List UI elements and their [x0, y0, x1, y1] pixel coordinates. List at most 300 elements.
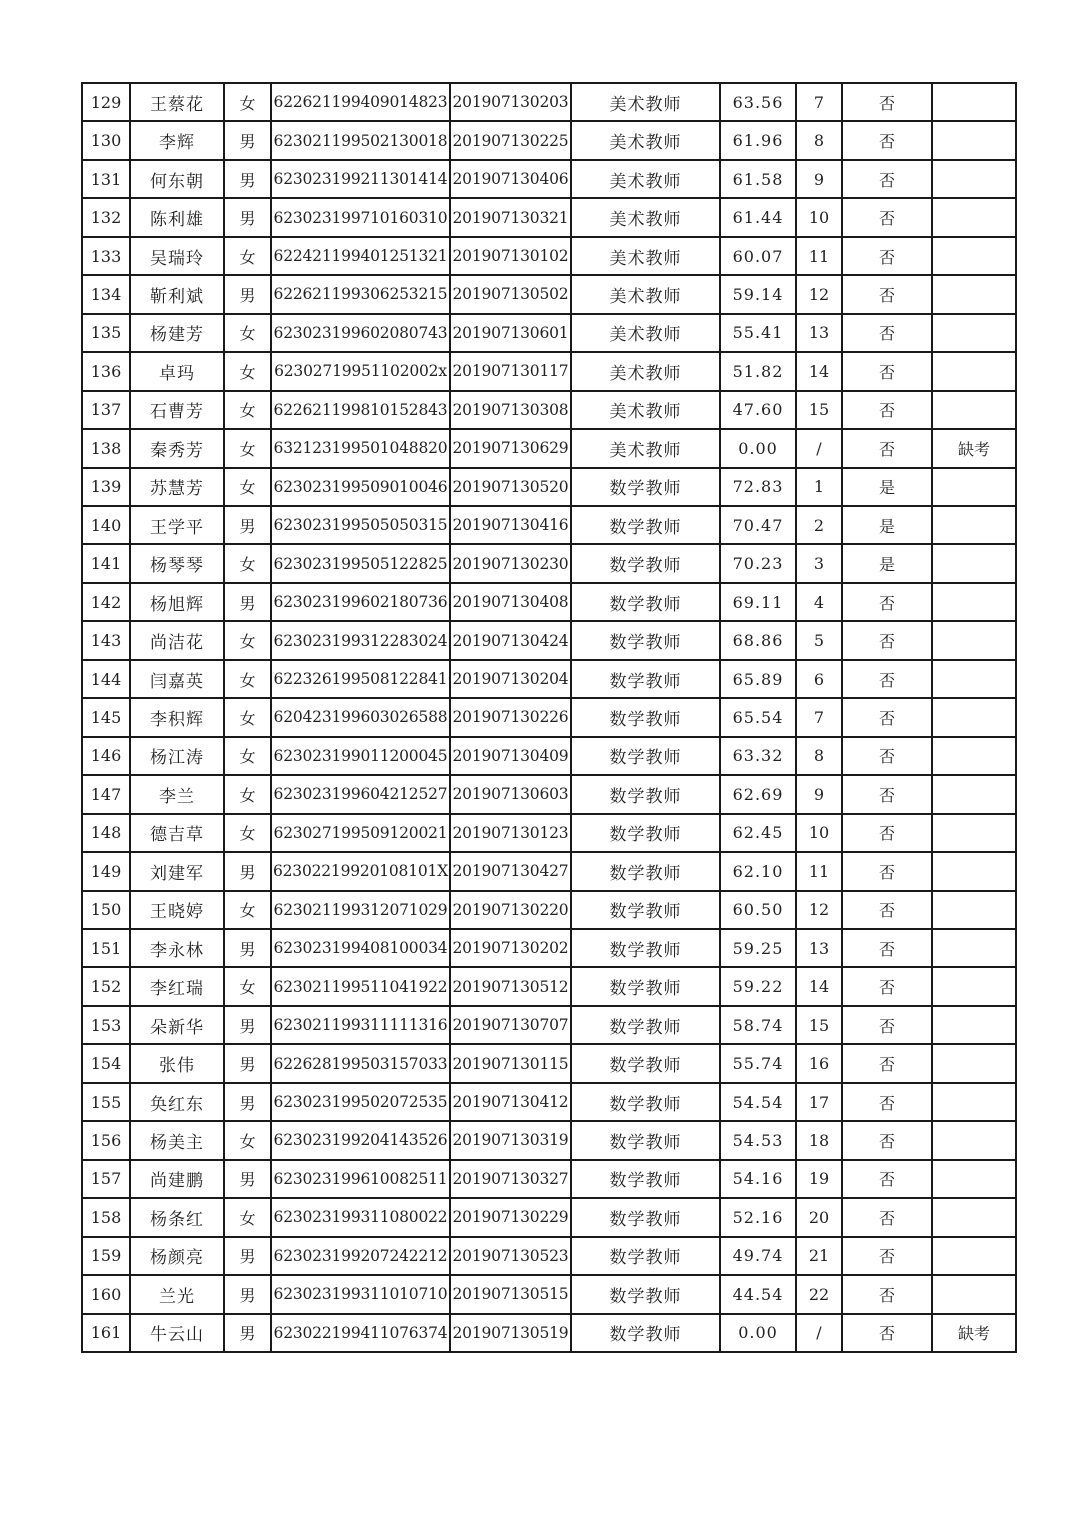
id-number-cell: 623023199502072535: [271, 1083, 450, 1121]
applied-position-cell: 数学教师: [571, 814, 720, 852]
table-row: [82, 1237, 1016, 1275]
candidate-name-cell: 李红瑞: [130, 967, 224, 1005]
candidate-gender-cell: 女: [224, 237, 271, 275]
applied-position-cell: 数学教师: [571, 468, 720, 506]
exam-score-cell: 52.16: [720, 1198, 796, 1236]
table-row: [82, 1083, 1016, 1121]
exam-ticket-number-cell: 201907130520: [450, 468, 571, 506]
id-number-cell: 622621199306253215: [271, 275, 450, 313]
exam-score-cell: 59.22: [720, 967, 796, 1005]
exam-ticket-number-cell: 201907130321: [450, 198, 571, 236]
exam-ticket-number-cell: 201907130519: [450, 1314, 571, 1352]
remark-cell: [932, 621, 1016, 659]
exam-ticket-number-cell: 201907130220: [450, 891, 571, 929]
exam-score-cell: 70.23: [720, 544, 796, 582]
candidate-gender-cell: 女: [224, 352, 271, 390]
rank-cell: 18: [796, 1121, 842, 1159]
interview-qualified-cell: 否: [842, 1314, 932, 1352]
id-number-cell: 623023199505122825: [271, 544, 450, 582]
remark-cell: [932, 468, 1016, 506]
exam-score-cell: 62.45: [720, 814, 796, 852]
candidate-name-cell: 杨旭辉: [130, 583, 224, 621]
table-row: [82, 1121, 1016, 1159]
applied-position-cell: 美术教师: [571, 391, 720, 429]
exam-ticket-number-cell: 201907130117: [450, 352, 571, 390]
candidate-name-cell: 德吉草: [130, 814, 224, 852]
interview-qualified-cell: 否: [842, 621, 932, 659]
id-number-cell: 623027199509120021: [271, 814, 450, 852]
exam-score-cell: 72.83: [720, 468, 796, 506]
row-number-cell: 149: [82, 852, 130, 890]
interview-qualified-cell: 否: [842, 1006, 932, 1044]
remark-cell: [932, 1044, 1016, 1082]
row-number-cell: 160: [82, 1275, 130, 1313]
exam-score-cell: 62.69: [720, 775, 796, 813]
applied-position-cell: 数学教师: [571, 1083, 720, 1121]
table-row: [82, 429, 1016, 467]
interview-qualified-cell: 否: [842, 814, 932, 852]
id-number-cell: 623023199311010710: [271, 1275, 450, 1313]
id-number-cell: 623021199312071029: [271, 891, 450, 929]
rank-cell: 5: [796, 621, 842, 659]
candidate-name-cell: 石曹芳: [130, 391, 224, 429]
interview-qualified-cell: 是: [842, 468, 932, 506]
row-number-cell: 152: [82, 967, 130, 1005]
id-number-cell: 623022199411076374: [271, 1314, 450, 1352]
applied-position-cell: 美术教师: [571, 121, 720, 159]
row-number-cell: 133: [82, 237, 130, 275]
candidate-name-cell: 王学平: [130, 506, 224, 544]
row-number-cell: 130: [82, 121, 130, 159]
id-number-cell: 623023199207242212: [271, 1237, 450, 1275]
table-body: [82, 83, 1016, 1352]
exam-score-cell: 70.47: [720, 506, 796, 544]
interview-qualified-cell: 否: [842, 967, 932, 1005]
remark-cell: [932, 660, 1016, 698]
remark-cell: [932, 1006, 1016, 1044]
rank-cell: 9: [796, 775, 842, 813]
applied-position-cell: 数学教师: [571, 775, 720, 813]
row-number-cell: 151: [82, 929, 130, 967]
id-number-cell: 623023199408100034: [271, 929, 450, 967]
row-number-cell: 159: [82, 1237, 130, 1275]
remark-cell: [932, 1121, 1016, 1159]
rank-cell: 11: [796, 237, 842, 275]
exam-ticket-number-cell: 201907130327: [450, 1160, 571, 1198]
applied-position-cell: 美术教师: [571, 198, 720, 236]
id-number-cell: 623023199312283024: [271, 621, 450, 659]
remark-cell: [932, 1275, 1016, 1313]
applied-position-cell: 数学教师: [571, 544, 720, 582]
row-number-cell: 136: [82, 352, 130, 390]
exam-ticket-number-cell: 201907130230: [450, 544, 571, 582]
table-row: [82, 237, 1016, 275]
rank-cell: 15: [796, 1006, 842, 1044]
id-number-cell: 622621199810152843: [271, 391, 450, 429]
remark-cell: [932, 852, 1016, 890]
row-number-cell: 155: [82, 1083, 130, 1121]
rank-cell: 9: [796, 160, 842, 198]
rank-cell: 2: [796, 506, 842, 544]
exam-score-cell: 61.58: [720, 160, 796, 198]
applied-position-cell: 数学教师: [571, 1121, 720, 1159]
candidate-name-cell: 朵新华: [130, 1006, 224, 1044]
interview-qualified-cell: 是: [842, 544, 932, 582]
table-row: [82, 1314, 1016, 1352]
interview-qualified-cell: 否: [842, 160, 932, 198]
exam-ticket-number-cell: 201907130512: [450, 967, 571, 1005]
exam-ticket-number-cell: 201907130319: [450, 1121, 571, 1159]
applied-position-cell: 美术教师: [571, 314, 720, 352]
interview-qualified-cell: 否: [842, 698, 932, 736]
applied-position-cell: 数学教师: [571, 967, 720, 1005]
candidate-gender-cell: 男: [224, 1083, 271, 1121]
rank-cell: 17: [796, 1083, 842, 1121]
interview-qualified-cell: 是: [842, 506, 932, 544]
candidate-gender-cell: 女: [224, 621, 271, 659]
exam-score-cell: 59.25: [720, 929, 796, 967]
candidate-gender-cell: 男: [224, 198, 271, 236]
table-row: [82, 1044, 1016, 1082]
exam-score-cell: 44.54: [720, 1275, 796, 1313]
table-row: [82, 83, 1016, 121]
applied-position-cell: 数学教师: [571, 1006, 720, 1044]
table-row: [82, 891, 1016, 929]
interview-qualified-cell: 否: [842, 929, 932, 967]
exam-ticket-number-cell: 201907130115: [450, 1044, 571, 1082]
interview-qualified-cell: 否: [842, 660, 932, 698]
id-number-cell: 623021199311111316: [271, 1006, 450, 1044]
remark-cell: [932, 814, 1016, 852]
candidate-gender-cell: 女: [224, 83, 271, 121]
remark-cell: [932, 160, 1016, 198]
remark-cell: [932, 891, 1016, 929]
remark-cell: [932, 198, 1016, 236]
rank-cell: 10: [796, 198, 842, 236]
row-number-cell: 141: [82, 544, 130, 582]
table-row: [82, 391, 1016, 429]
id-number-cell: 623023199610082511: [271, 1160, 450, 1198]
candidate-name-cell: 卓玛: [130, 352, 224, 390]
candidate-gender-cell: 男: [224, 275, 271, 313]
candidate-name-cell: 闫嘉英: [130, 660, 224, 698]
table-row: [82, 929, 1016, 967]
rank-cell: 14: [796, 967, 842, 1005]
rank-cell: 6: [796, 660, 842, 698]
candidate-name-cell: 张伟: [130, 1044, 224, 1082]
id-number-cell: 623023199011200045: [271, 737, 450, 775]
applied-position-cell: 数学教师: [571, 929, 720, 967]
row-number-cell: 140: [82, 506, 130, 544]
table-row: [82, 1198, 1016, 1236]
candidate-gender-cell: 男: [224, 1044, 271, 1082]
table-row: [82, 698, 1016, 736]
exam-ticket-number-cell: 201907130412: [450, 1083, 571, 1121]
rank-cell: 12: [796, 891, 842, 929]
table-row: [82, 1160, 1016, 1198]
interview-qualified-cell: 否: [842, 1160, 932, 1198]
interview-qualified-cell: 否: [842, 737, 932, 775]
table-row: [82, 275, 1016, 313]
applied-position-cell: 数学教师: [571, 1198, 720, 1236]
rank-cell: 11: [796, 852, 842, 890]
candidate-name-cell: 李兰: [130, 775, 224, 813]
interview-qualified-cell: 否: [842, 1198, 932, 1236]
candidate-gender-cell: 女: [224, 1121, 271, 1159]
exam-ticket-number-cell: 201907130427: [450, 852, 571, 890]
candidate-name-cell: 李积辉: [130, 698, 224, 736]
interview-qualified-cell: 否: [842, 775, 932, 813]
id-number-cell: 622628199503157033: [271, 1044, 450, 1082]
applied-position-cell: 数学教师: [571, 1237, 720, 1275]
candidate-gender-cell: 女: [224, 698, 271, 736]
rank-cell: 15: [796, 391, 842, 429]
candidate-gender-cell: 男: [224, 506, 271, 544]
id-number-cell: 623023199604212527: [271, 775, 450, 813]
applied-position-cell: 数学教师: [571, 621, 720, 659]
remark-cell: [932, 275, 1016, 313]
exam-ticket-number-cell: 201907130601: [450, 314, 571, 352]
rank-cell: /: [796, 1314, 842, 1352]
exam-ticket-number-cell: 201907130523: [450, 1237, 571, 1275]
remark-cell: [932, 698, 1016, 736]
interview-qualified-cell: 否: [842, 1121, 932, 1159]
candidate-gender-cell: 女: [224, 967, 271, 1005]
exam-score-cell: 69.11: [720, 583, 796, 621]
rank-cell: 14: [796, 352, 842, 390]
interview-qualified-cell: 否: [842, 352, 932, 390]
remark-cell: 缺考: [932, 1314, 1016, 1352]
interview-qualified-cell: 否: [842, 198, 932, 236]
row-number-cell: 137: [82, 391, 130, 429]
candidate-gender-cell: 女: [224, 468, 271, 506]
applied-position-cell: 美术教师: [571, 429, 720, 467]
remark-cell: [932, 1083, 1016, 1121]
exam-score-cell: 55.41: [720, 314, 796, 352]
exam-score-cell: 61.96: [720, 121, 796, 159]
id-number-cell: 623023199710160310: [271, 198, 450, 236]
candidate-name-cell: 杨建芳: [130, 314, 224, 352]
table-row: [82, 468, 1016, 506]
candidate-gender-cell: 女: [224, 429, 271, 467]
row-number-cell: 154: [82, 1044, 130, 1082]
candidate-gender-cell: 男: [224, 160, 271, 198]
applied-position-cell: 数学教师: [571, 1314, 720, 1352]
remark-cell: [932, 583, 1016, 621]
table-row: [82, 660, 1016, 698]
interview-qualified-cell: 否: [842, 852, 932, 890]
applied-position-cell: 美术教师: [571, 275, 720, 313]
candidate-name-cell: 苏慧芳: [130, 468, 224, 506]
exam-ticket-number-cell: 201907130204: [450, 660, 571, 698]
id-number-cell: 622621199409014823: [271, 83, 450, 121]
applied-position-cell: 数学教师: [571, 698, 720, 736]
id-number-cell: 623021199502130018: [271, 121, 450, 159]
exam-ticket-number-cell: 201907130408: [450, 583, 571, 621]
id-number-cell: 623023199211301414: [271, 160, 450, 198]
candidate-name-cell: 陈利雄: [130, 198, 224, 236]
exam-ticket-number-cell: 201907130229: [450, 1198, 571, 1236]
row-number-cell: 142: [82, 583, 130, 621]
remark-cell: [932, 121, 1016, 159]
candidate-name-cell: 兰光: [130, 1275, 224, 1313]
exam-ticket-number-cell: 201907130603: [450, 775, 571, 813]
interview-qualified-cell: 否: [842, 1083, 932, 1121]
table-row: [82, 583, 1016, 621]
row-number-cell: 146: [82, 737, 130, 775]
table-row: [82, 1275, 1016, 1313]
candidate-name-cell: 杨条红: [130, 1198, 224, 1236]
candidate-gender-cell: 男: [224, 929, 271, 967]
remark-cell: [932, 544, 1016, 582]
interview-qualified-cell: 否: [842, 1275, 932, 1313]
applied-position-cell: 数学教师: [571, 660, 720, 698]
candidate-name-cell: 靳利斌: [130, 275, 224, 313]
applied-position-cell: 数学教师: [571, 1160, 720, 1198]
exam-ticket-number-cell: 201907130406: [450, 160, 571, 198]
row-number-cell: 144: [82, 660, 130, 698]
row-number-cell: 138: [82, 429, 130, 467]
row-number-cell: 135: [82, 314, 130, 352]
row-number-cell: 129: [82, 83, 130, 121]
exam-ticket-number-cell: 201907130629: [450, 429, 571, 467]
candidate-name-cell: 尚洁花: [130, 621, 224, 659]
exam-ticket-number-cell: 201907130707: [450, 1006, 571, 1044]
row-number-cell: 153: [82, 1006, 130, 1044]
rank-cell: 7: [796, 698, 842, 736]
exam-ticket-number-cell: 201907130102: [450, 237, 571, 275]
candidate-gender-cell: 男: [224, 583, 271, 621]
table-row: [82, 967, 1016, 1005]
remark-cell: [932, 237, 1016, 275]
candidate-name-cell: 何东朝: [130, 160, 224, 198]
candidate-name-cell: 王蔡花: [130, 83, 224, 121]
candidate-name-cell: 杨颜亮: [130, 1237, 224, 1275]
row-number-cell: 145: [82, 698, 130, 736]
exam-score-cell: 65.89: [720, 660, 796, 698]
remark-cell: [932, 929, 1016, 967]
remark-cell: [932, 506, 1016, 544]
exam-score-cell: 54.54: [720, 1083, 796, 1121]
exam-ticket-number-cell: 201907130515: [450, 1275, 571, 1313]
exam-score-cell: 54.16: [720, 1160, 796, 1198]
candidate-name-cell: 李辉: [130, 121, 224, 159]
exam-ticket-number-cell: 201907130202: [450, 929, 571, 967]
candidate-gender-cell: 女: [224, 314, 271, 352]
exam-ticket-number-cell: 201907130225: [450, 121, 571, 159]
applied-position-cell: 美术教师: [571, 352, 720, 390]
candidate-gender-cell: 女: [224, 737, 271, 775]
id-number-cell: 62302719951102002x: [271, 352, 450, 390]
applied-position-cell: 美术教师: [571, 160, 720, 198]
interview-qualified-cell: 否: [842, 583, 932, 621]
interview-qualified-cell: 否: [842, 391, 932, 429]
exam-score-cell: 60.07: [720, 237, 796, 275]
exam-score-cell: 60.50: [720, 891, 796, 929]
remark-cell: [932, 1237, 1016, 1275]
exam-score-cell: 65.54: [720, 698, 796, 736]
id-number-cell: 623023199509010046: [271, 468, 450, 506]
rank-cell: 12: [796, 275, 842, 313]
remark-cell: [932, 967, 1016, 1005]
exam-score-cell: 49.74: [720, 1237, 796, 1275]
applied-position-cell: 美术教师: [571, 83, 720, 121]
remark-cell: [932, 391, 1016, 429]
candidate-name-cell: 尚建鹏: [130, 1160, 224, 1198]
candidate-gender-cell: 女: [224, 544, 271, 582]
candidate-name-cell: 王晓婷: [130, 891, 224, 929]
id-number-cell: 620423199603026588: [271, 698, 450, 736]
applied-position-cell: 美术教师: [571, 237, 720, 275]
exam-score-cell: 55.74: [720, 1044, 796, 1082]
table-row: [82, 198, 1016, 236]
candidate-gender-cell: 女: [224, 814, 271, 852]
rank-cell: 21: [796, 1237, 842, 1275]
interview-qualified-cell: 否: [842, 121, 932, 159]
candidate-gender-cell: 女: [224, 391, 271, 429]
applied-position-cell: 数学教师: [571, 506, 720, 544]
remark-cell: [932, 1198, 1016, 1236]
candidate-gender-cell: 女: [224, 1198, 271, 1236]
remark-cell: 缺考: [932, 429, 1016, 467]
row-number-cell: 161: [82, 1314, 130, 1352]
table-row: [82, 621, 1016, 659]
rank-cell: 1: [796, 468, 842, 506]
candidate-gender-cell: 男: [224, 1237, 271, 1275]
candidate-gender-cell: 女: [224, 775, 271, 813]
row-number-cell: 132: [82, 198, 130, 236]
row-number-cell: 147: [82, 775, 130, 813]
table-row: [82, 737, 1016, 775]
candidate-name-cell: 杨琴琴: [130, 544, 224, 582]
applied-position-cell: 数学教师: [571, 737, 720, 775]
interview-qualified-cell: 否: [842, 314, 932, 352]
row-number-cell: 143: [82, 621, 130, 659]
interview-qualified-cell: 否: [842, 429, 932, 467]
id-number-cell: 622326199508122841: [271, 660, 450, 698]
interview-qualified-cell: 否: [842, 275, 932, 313]
rank-cell: 10: [796, 814, 842, 852]
table-row: [82, 314, 1016, 352]
exam-ticket-number-cell: 201907130226: [450, 698, 571, 736]
table-row: [82, 814, 1016, 852]
exam-score-cell: 61.44: [720, 198, 796, 236]
rank-cell: /: [796, 429, 842, 467]
candidate-gender-cell: 男: [224, 121, 271, 159]
rank-cell: 20: [796, 1198, 842, 1236]
candidate-gender-cell: 男: [224, 1006, 271, 1044]
remark-cell: [932, 314, 1016, 352]
exam-results-table: [81, 82, 1017, 1353]
remark-cell: [932, 352, 1016, 390]
rank-cell: 13: [796, 929, 842, 967]
row-number-cell: 139: [82, 468, 130, 506]
candidate-name-cell: 杨江涛: [130, 737, 224, 775]
interview-qualified-cell: 否: [842, 891, 932, 929]
candidate-gender-cell: 女: [224, 891, 271, 929]
table-row: [82, 506, 1016, 544]
applied-position-cell: 数学教师: [571, 1044, 720, 1082]
table-row: [82, 775, 1016, 813]
candidate-name-cell: 刘建军: [130, 852, 224, 890]
exam-score-cell: 68.86: [720, 621, 796, 659]
rank-cell: 8: [796, 737, 842, 775]
rank-cell: 13: [796, 314, 842, 352]
remark-cell: [932, 737, 1016, 775]
candidate-name-cell: 牛云山: [130, 1314, 224, 1352]
row-number-cell: 148: [82, 814, 130, 852]
row-number-cell: 150: [82, 891, 130, 929]
